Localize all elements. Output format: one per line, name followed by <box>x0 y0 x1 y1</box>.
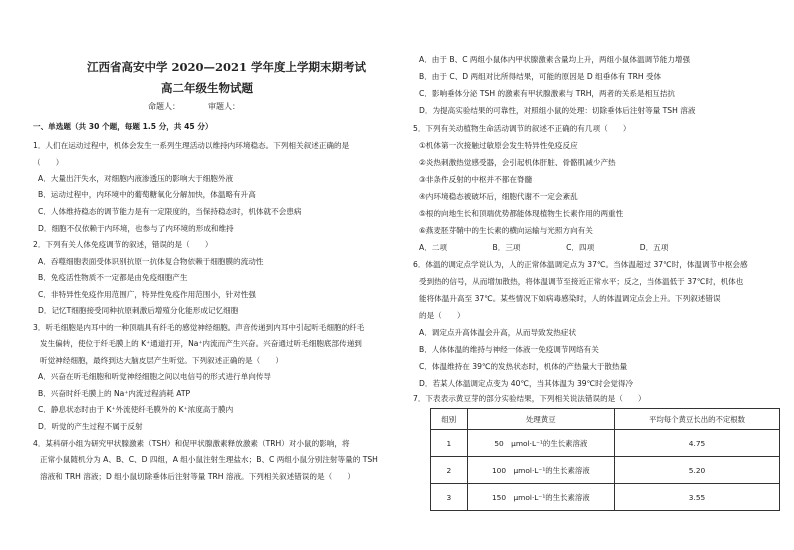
table-cell: 1 <box>431 430 468 457</box>
q5-statement: ③非条件反射的中枢并不都在脊髓 <box>419 175 533 184</box>
q5-stem: 5．下列有关动植物生命活动调节的叙述不正确的有几项（ ） <box>413 124 631 133</box>
q2-option-c: C．非特异性免疫作用范围广，特异性免疫作用范围小，针对性强 <box>38 290 256 299</box>
q5-statement: ⑤根的向地生长和顶端优势都能体现植物生长素作用的两重性 <box>419 209 624 218</box>
table-header-cell: 组别 <box>431 409 468 430</box>
q7-data-table <box>430 408 780 511</box>
q6-stem: 6．体温的调定点学说认为，人的正常体温调定点为 37℃。当体温超过 37℃时，体温调节中枢会感 <box>413 260 748 269</box>
q6-stem-cont: 能将体温升高至 37℃。某些情况下如病毒感染时，人的体温调定点会上升。下列叙述错误 <box>419 294 721 303</box>
q4-option-a: A．由于 B、C 两组小鼠体内甲状腺激素含量均上升，两组小鼠体温调节能力增强 <box>419 55 691 64</box>
q1-option-c: C．人体维持稳态的调节能力是有一定限度的，当保持稳态时，机体就不会患病 <box>38 207 302 216</box>
q3-stem-cont: 听觉神经细胞，最终到达大脑皮层产生听觉。下列叙述正确的是（ ） <box>40 356 283 365</box>
q2-option-a: A．吞噬细胞表面受体识别抗原一抗体复合物依赖于细胞膜的流动性 <box>38 257 264 266</box>
table-header-cell: 处理黄豆 <box>467 409 614 430</box>
table-cell: 3.55 <box>615 484 780 511</box>
q6-option-b: B．人体体温的维持与神经一体液一免疫调节网络有关 <box>419 345 599 354</box>
q3-stem: 3．听毛细胞是内耳中的一种顶端具有纤毛的感觉神经细胞。声音传递到内耳中引起听毛细胞的纤毛 <box>33 323 365 332</box>
table-cell: 100 μmol·L⁻¹的生长素溶液 <box>467 457 614 484</box>
exam-authors: 命题人： 审题人： <box>148 102 240 111</box>
q3-option-b: B．兴奋时纤毛膜上的 Na⁺内流过程消耗 ATP <box>38 389 191 398</box>
q6-option-a: A．调定点升高体温会升高，从而导致发热症状 <box>419 328 577 337</box>
exam-title: 江西省高安中学 2020—2021 学年度上学期末期考试 <box>87 60 367 74</box>
q5-statement: ④内环境稳态被破坏后，细胞代谢不一定会紊乱 <box>419 192 578 201</box>
q4-stem-cont: 溶液和 TRH 溶液；D 组小鼠切除垂体后注射等量 TRH 溶液。下列相关叙述错误的是（ ） <box>40 472 355 481</box>
q1-option-b: B．运动过程中，内环境中的葡萄糖氧化分解加快，体温略有升高 <box>38 190 256 199</box>
exam-subtitle: 高二年级生物试题 <box>161 81 253 95</box>
table-row <box>431 430 780 457</box>
q4-stem: 4．某科研小组为研究甲状腺激素（TSH）和促甲状腺激素释放激素（TRH）对小鼠的影响，将 <box>33 439 350 448</box>
table-header-row <box>431 409 780 430</box>
q6-option-c: C．体温维持在 39℃的发热状态时，机体的产热量大于散热量 <box>419 362 628 371</box>
q1-stem-cont: （ ） <box>33 158 64 167</box>
q4-option-b: B．由于 C、D 两组对比所得结果，可能的原因是 D 组垂体有 TRH 受体 <box>419 72 662 81</box>
q3-option-a: A．兴奋在听毛细胞和听觉神经细胞之间以电信号的形式进行单向传导 <box>38 372 272 381</box>
table-cell: 50 μmol·L⁻¹的生长素溶液 <box>467 430 614 457</box>
q4-option-d: D．为提高实验结果的可靠性，对照组小鼠的处理：切除垂体后注射等量 TSH 溶液 <box>419 106 696 115</box>
table-row <box>431 457 780 484</box>
q3-stem-cont: 发生偏转，使位于纤毛膜上的 K⁺通道打开，Na⁺内流而产生兴奋。兴奋通过听毛细胞底部传递到 <box>40 339 362 348</box>
q4-stem-cont: 正常小鼠随机分为 A、B、C、D 四组，A 组小鼠注射生理盐水；B、C 两组小鼠分别注射等量的 TSH <box>40 455 378 464</box>
q3-option-c: C．静息状态时由于 K⁺外流使纤毛膜外的 K⁺浓度高于膜内 <box>38 405 234 414</box>
table-cell: 4.75 <box>615 430 780 457</box>
q5-statement: ②炎热刺激热觉感受器，会引起机体肝脏、骨骼肌减少产热 <box>419 158 616 167</box>
q5-statement: ⑥燕麦胚芽鞘中的生长素的横向运输与光照方向有关 <box>419 226 593 235</box>
q5-options: A．二项 B．三项 C．四项 D．五项 <box>419 243 669 252</box>
q6-stem-cont: 的是（ ） <box>419 311 465 320</box>
table-cell: 150 μmol·L⁻¹的生长素溶液 <box>467 484 614 511</box>
table-header-cell: 平均每个黄豆长出的不定根数 <box>615 409 780 430</box>
q1-stem: 1．人们在运动过程中，机体会发生一系列生理活动以维持内环境稳态。下列相关叙述正确的是 <box>33 141 350 150</box>
table-cell: 3 <box>431 484 468 511</box>
q1-option-a: A．大量出汗失水，对细胞内液渗透压的影响大于细胞外液 <box>38 174 234 183</box>
q2-stem: 2．下列有关人体免疫调节的叙述，错误的是（ ） <box>33 240 213 249</box>
q2-option-d: D．记忆T细胞接受同种抗原刺激后增殖分化能形成记忆细胞 <box>38 306 239 315</box>
q3-option-d: D．听觉的产生过程不属于反射 <box>38 422 143 431</box>
q4-option-c: C．影响垂体分泌 TSH 的激素有甲状腺激素与 TRH，两者的关系是相互拮抗 <box>419 89 675 98</box>
table-cell: 5.20 <box>615 457 780 484</box>
q1-option-d: D．细胞不仅依赖于内环境，也参与了内环境的形成和维持 <box>38 224 234 233</box>
table-row <box>431 484 780 511</box>
q7-stem: 7．下表表示黄豆芽的部分实验结果，下列相关说法错误的是（ ） <box>413 394 646 403</box>
q6-stem-cont: 受到热的信号，从而增加散热，将体温调节至接近正常水平；反之，当体温低于 37℃时，机体也 <box>419 277 744 286</box>
table-cell: 2 <box>431 457 468 484</box>
q2-option-b: B．免疫活性物质不一定都是由免疫细胞产生 <box>38 273 188 282</box>
q6-option-d: D．若某人体温调定点变为 40℃，当其体温为 39℃时会觉得冷 <box>419 379 634 388</box>
q5-statement: ①机体第一次接触过敏原会发生特异性免疫反应 <box>419 141 578 150</box>
section-heading: 一、单选题（共 30 个题，每题 1.5 分，共 45 分） <box>33 122 213 131</box>
